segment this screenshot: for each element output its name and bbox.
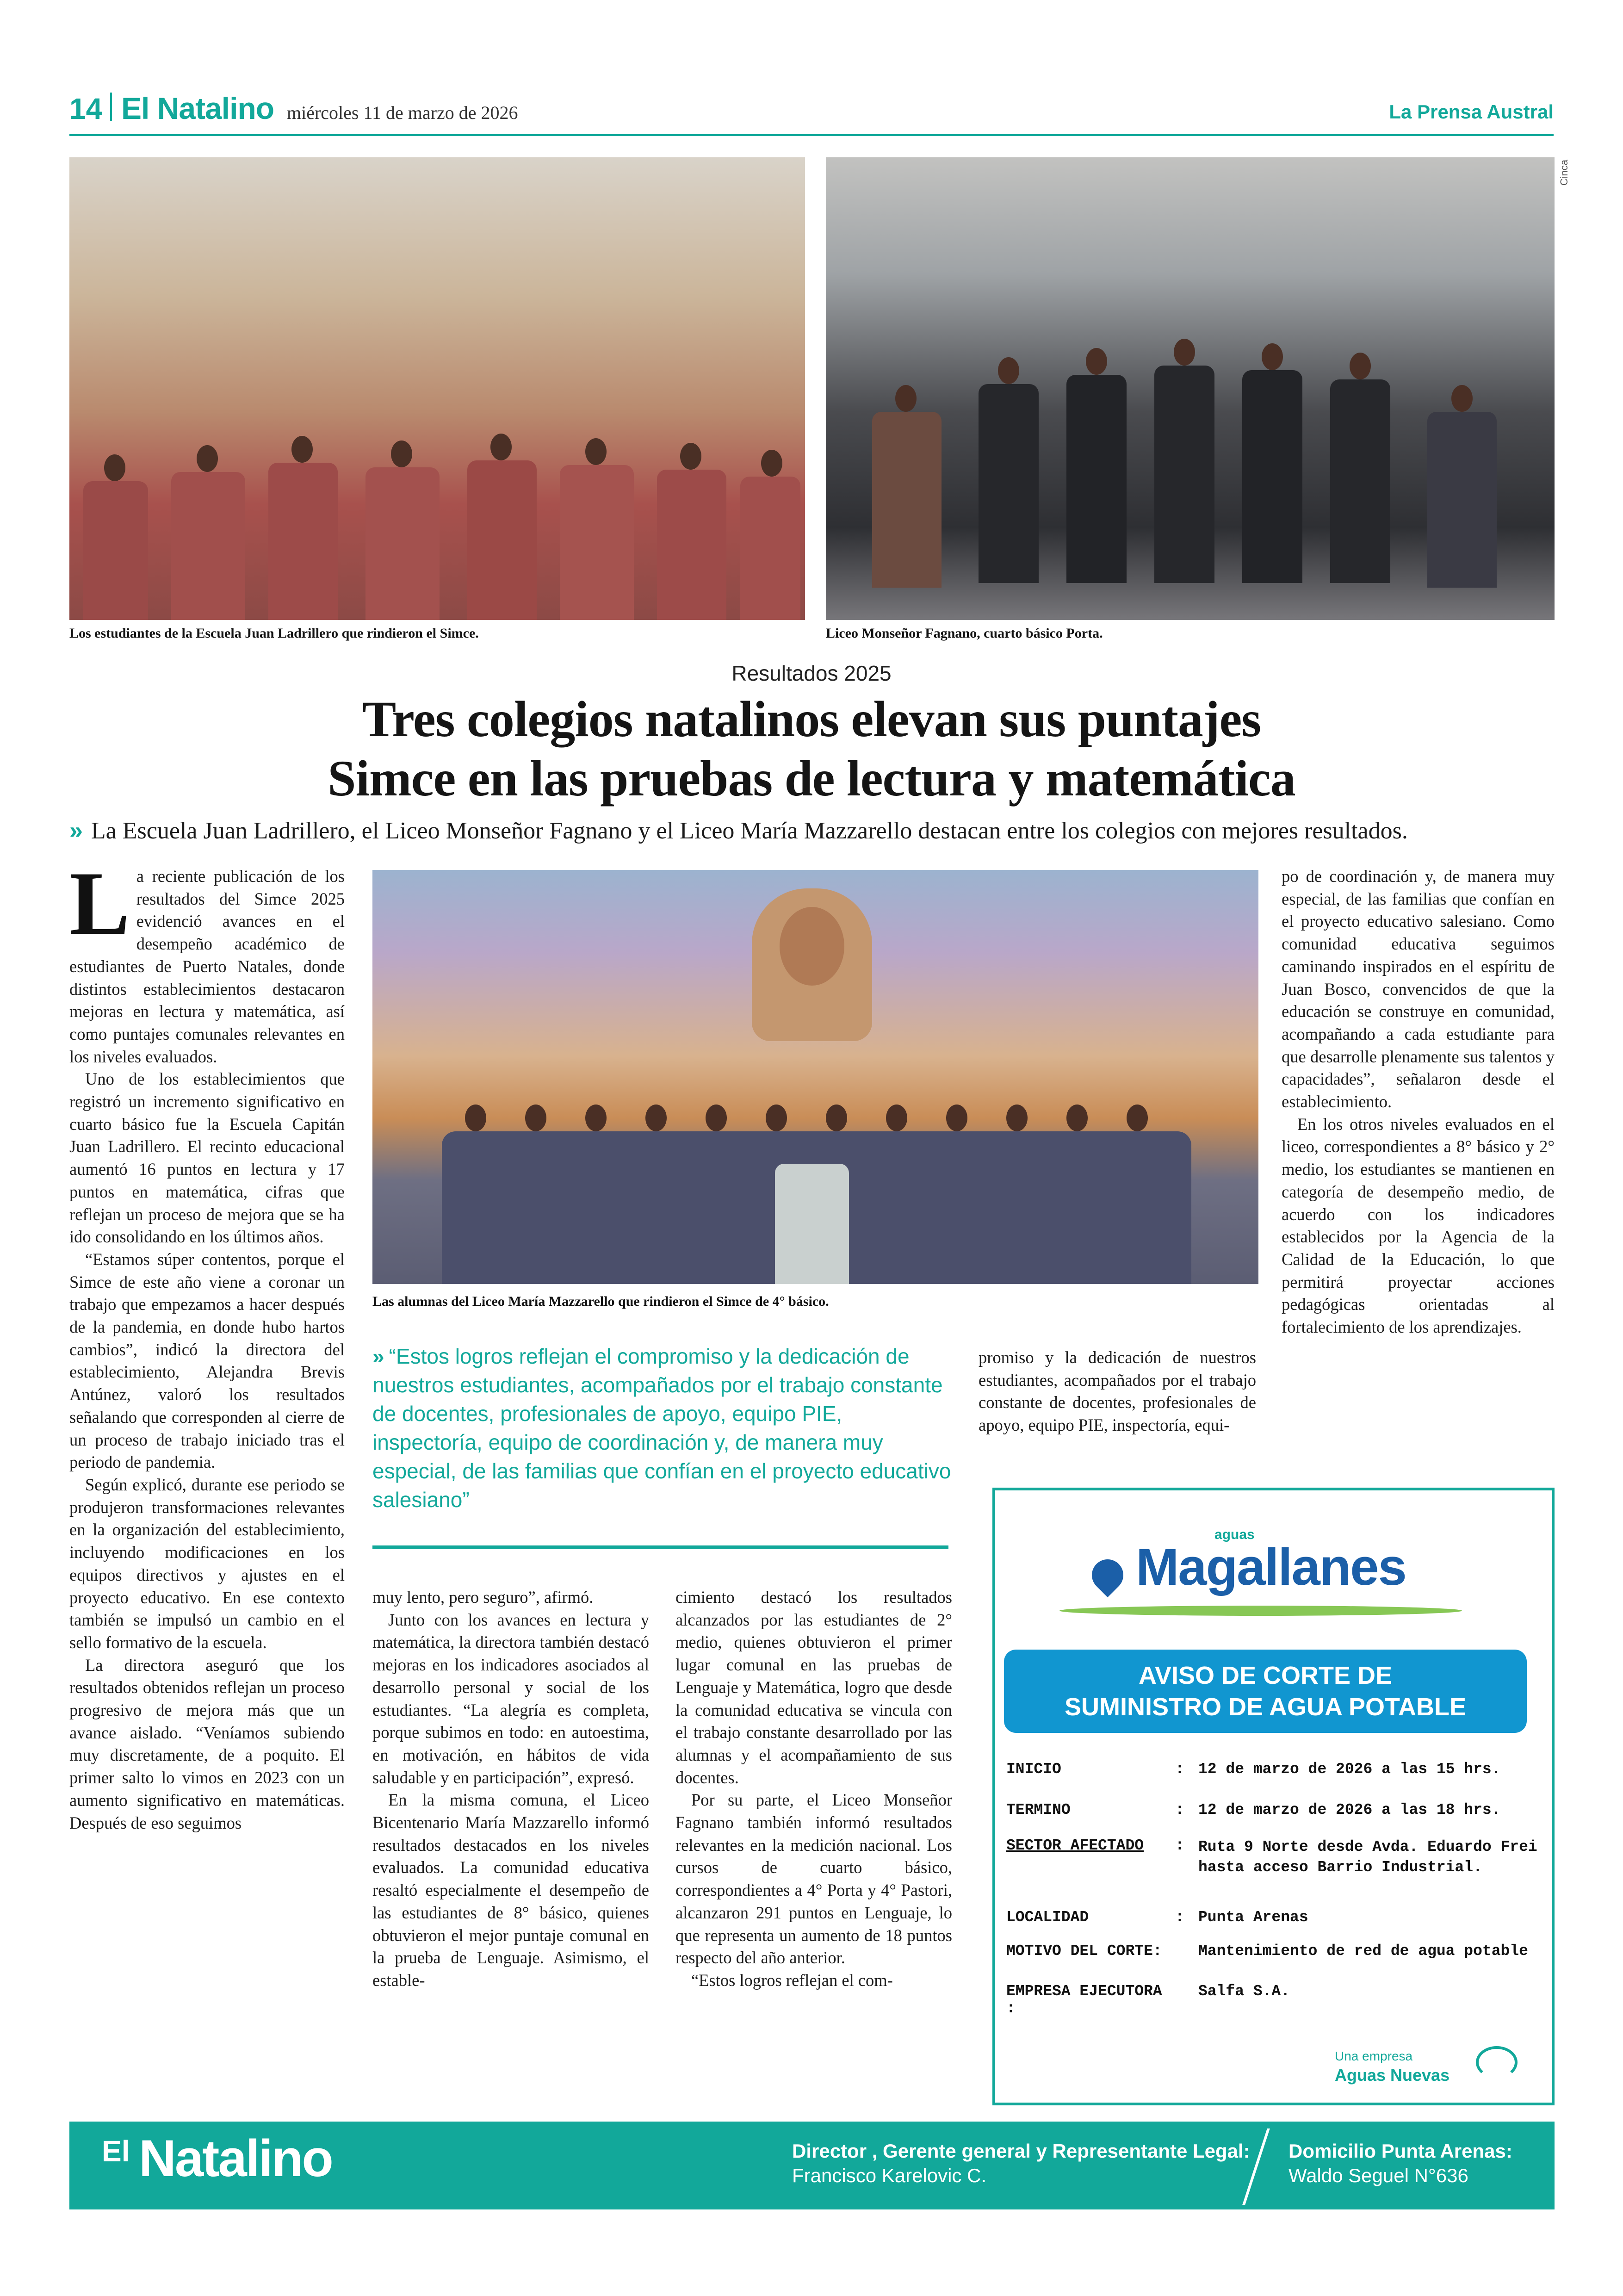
- dropcap: L: [69, 853, 130, 954]
- chevron-icon: »: [69, 817, 83, 844]
- ad-footer-small: Una empresa: [1335, 2049, 1413, 2063]
- photo-caption-1: Los estudiantes de la Escuela Juan Ladrillero que rindieron el Simce.: [69, 626, 479, 641]
- pull-quote-text: “Estos logros reflejan el compromiso y la dedicación de nuestros estudiantes, acompañados por el trabajo constante de docentes, profesionales de apoyo, equipo PIE, inspectoría, equipo de coordinación y, de manera muy especial, de las familias que confían en el proyecto educativo salesiano”: [372, 1344, 951, 1512]
- headline: [0, 689, 1623, 808]
- paragraph: Según explicó, durante ese periodo se produjeron transformaciones relevantes en la organización del establecimiento, incluyendo modificaciones en los equipos directivos y ajustes en el proyecto educativo. En ese contexto también se impulsó un cambio en el sello formativo de la escuela.: [69, 1475, 345, 1652]
- kicker: Resultados 2025: [731, 661, 892, 685]
- paragraph: a reciente publicación de los resultados del Simce 2025 evidenció avances en el desempeño académico de estudiantes de Puerto Natales, donde distintos establecimientos destacaron mejoras en lectura y matemática, así como puntajes comunales relevantes en los niveles evaluados.: [69, 867, 345, 1066]
- footer-logo-name: Natalino: [139, 2129, 332, 2187]
- paragraph: cimiento destacó los resultados alcanzados por las estudiantes de 2° medio, quienes obtuvieron el primer lugar comunal en las pruebas de Lenguaje y Matemática, logro que desde la comunidad educativa se vincula con el trabajo constante desarrollado por las alumnas y el acompañamiento de sus docentes.: [675, 1588, 952, 1787]
- ad-banner-line-1: AVISO DE CORTE DE: [1138, 1662, 1393, 1689]
- aguas-nuevas-logo-icon: [1476, 2046, 1518, 2079]
- chevron-icon: »: [372, 1344, 384, 1368]
- ad-row-label: TERMINO: [1006, 1801, 1071, 1818]
- paragraph: “Estos logros reflejan el com-: [691, 1970, 893, 1990]
- ad-banner: [1004, 1650, 1527, 1733]
- photo-escuela-juan-ladrillero: [69, 157, 805, 620]
- deck-text: La Escuela Juan Ladrillero, el Liceo Monseñor Fagnano y el Liceo María Mazzarello destacan entre los colegios con mejores resultados.: [91, 818, 1408, 844]
- footer-address-value: Waldo Seguel N°636: [1288, 2165, 1468, 2186]
- page-number: 14: [69, 92, 103, 125]
- ad-row-value: Punta Arenas: [1198, 1909, 1308, 1926]
- pull-quote-rule: [372, 1545, 948, 1549]
- footer-director-name: Francisco Karelovic C.: [792, 2165, 987, 2186]
- paragraph: po de coordinación y, de manera muy especial, de las familias que confían en el proyecto educativo salesiano. Como comunidad educativa seguimos caminando inspirados en el espíritu de Juan Bosco, convencidos de que la educación se construye en comunidad, acompañando a cada estudiante para que desarrolle plenamente sus talentos y capacidades”, señalaron desde el establecimiento.: [1282, 867, 1555, 1111]
- footer-logo-el: El: [102, 2135, 130, 2168]
- article-column-1: [69, 853, 345, 1834]
- ad-row-value: 12 de marzo de 2026 a las 15 hrs.: [1198, 1761, 1501, 1778]
- article-column-5: [1282, 865, 1555, 1339]
- header-rule: [69, 134, 1554, 136]
- footer-director-label: Director , Gerente general y Representante Legal:: [792, 2140, 1250, 2162]
- header-divider: [110, 93, 112, 121]
- section-title: El Natalino: [121, 91, 274, 125]
- ad-brand-name: Magallanes: [1136, 1538, 1406, 1596]
- ad-row-colon: :: [1175, 1837, 1184, 1854]
- footer-address-label: Domicilio Punta Arenas:: [1288, 2140, 1512, 2162]
- photo-caption-2: Liceo Monseñor Fagnano, cuarto básico Porta.: [826, 626, 1103, 641]
- article-column-4: [979, 1347, 1256, 1437]
- paragraph: La directora aseguró que los resultados obtenidos reflejan un proceso progresivo de mejora más que un avance aislado. “Veníamos subiendo muy discretamente, de a poquito. El primer salto lo vimos en 2023 con un aumento significativo en matemáticas. Después de eso seguimos: [69, 1655, 345, 1832]
- photo-credit: Cinca: [1558, 160, 1570, 186]
- ad-row-colon: :: [1175, 1801, 1184, 1818]
- paragraph: promiso y la dedicación de nuestros estudiantes, acompañados por el trabajo constante de docentes, profesionales de apoyo, equipo PIE, inspectoría, equi-: [979, 1348, 1256, 1435]
- deck: [69, 817, 1559, 844]
- article-column-3: [675, 1586, 952, 1992]
- issue-date: miércoles 11 de marzo de 2026: [287, 102, 518, 123]
- ad-brand-small: aguas: [1214, 1527, 1255, 1542]
- ad-row-label: SECTOR AFECTADO: [1006, 1837, 1144, 1854]
- ad-logo-swoosh: [1059, 1606, 1462, 1616]
- headline-line-1: Tres colegios natalinos elevan sus puntajes: [362, 691, 1261, 747]
- ad-row-colon: :: [1175, 1909, 1184, 1926]
- paragraph: muy lento, pero seguro”, afirmó.: [372, 1588, 594, 1607]
- headline-line-2: Simce en las pruebas de lectura y matemática: [328, 750, 1295, 807]
- paragraph: Por su parte, el Liceo Monseñor Fagnano también informó resultados relevantes en la medición nacional. Los cursos de cuarto básico, correspondientes a 4° Porta y 4° Pastori, alcanzaron 291 puntos en Lenguaje, lo que representa un aumento de 18 puntos respecto del año anterior.: [675, 1790, 952, 1967]
- paragraph: En los otros niveles evaluados en el liceo, correspondientes a 8° básico y 2° medio, los estudiantes se mantienen en categoría de desempeño medio, de acuerdo con los indicadores establecidos por la Agencia de la Calidad de la Educación, lo que permitirá proyectar acciones pedagógicas orientadas al fortalecimiento de los aprendizajes.: [1282, 1114, 1555, 1337]
- ad-row-value: Salfa S.A.: [1198, 1983, 1290, 2000]
- photo-liceo-maria-mazzarello: [372, 870, 1258, 1284]
- ad-banner-line-2: SUMINISTRO DE AGUA POTABLE: [1064, 1693, 1466, 1721]
- ad-row-value: Mantenimiento de red de agua potable: [1198, 1942, 1528, 1960]
- ad-row-label: LOCALIDAD: [1006, 1909, 1089, 1926]
- pull-quote: [372, 1342, 955, 1514]
- ad-row-colon: :: [1175, 1761, 1184, 1778]
- paragraph: En la misma comuna, el Liceo Bicentenario María Mazzarello informó resultados destacados en los niveles evaluados. La comunidad educativa resaltó especialmente el desempeño de las estudiantes de 8° básico, quienes obtuvieron el mejor puntaje comunal en la prueba de Lenguaje. Asimismo, el estable-: [372, 1790, 649, 1990]
- ad-footer-brand: Aguas Nuevas: [1335, 2066, 1450, 2085]
- ad-row-value: Ruta 9 Norte desde Avda. Eduardo Frei hasta acceso Barrio Industrial.: [1198, 1838, 1537, 1876]
- ad-brand-logo: [1094, 1537, 1406, 1597]
- photo-caption-3: Las alumnas del Liceo María Mazzarello que rindieron el Simce de 4° básico.: [372, 1294, 829, 1309]
- paragraph: Uno de los establecimientos que registró un incremento significativo en cuarto básico fue la Escuela Capitán Juan Ladrillero. El recinto educacional aumentó 16 puntos en lectura y 17 puntos en matemática, cifras que reflejan un proceso de mejora que se ha ido consolidando en los últimos años.: [69, 1069, 345, 1247]
- ad-row-label: INICIO: [1006, 1761, 1061, 1778]
- paragraph: “Estamos súper contentos, porque el Simce de este año viene a coronar un trabajo que empezamos a hacer después de la pandemia, en donde hubo hartos cambios”, indicó la directora del establecimiento, Alejandra Brevis Antúnez, valoró los resultados señalando que corresponden al cierre de un proceso de trabajo iniciado tras el periodo de pandemia.: [69, 1249, 345, 1472]
- newspaper-name: La Prensa Austral: [1389, 101, 1554, 123]
- ad-row-label: MOTIVO DEL CORTE:: [1006, 1942, 1162, 1960]
- ad-row-label: EMPRESA EJECUTORA :: [1006, 1983, 1162, 2017]
- article-column-2: [372, 1586, 649, 1992]
- paragraph: Junto con los avances en lectura y matemática, la directora también destacó mejoras en los indicadores asociados al desarrollo personal y social de los estudiantes. “La alegría es completa, porque subimos en todo: en autoestima, en motivación, en hábitos de vida saludable y en participación”, expresó.: [372, 1610, 649, 1787]
- photo-liceo-monsenor-fagnano: [826, 157, 1555, 620]
- ad-row-value: 12 de marzo de 2026 a las 18 hrs.: [1198, 1801, 1501, 1818]
